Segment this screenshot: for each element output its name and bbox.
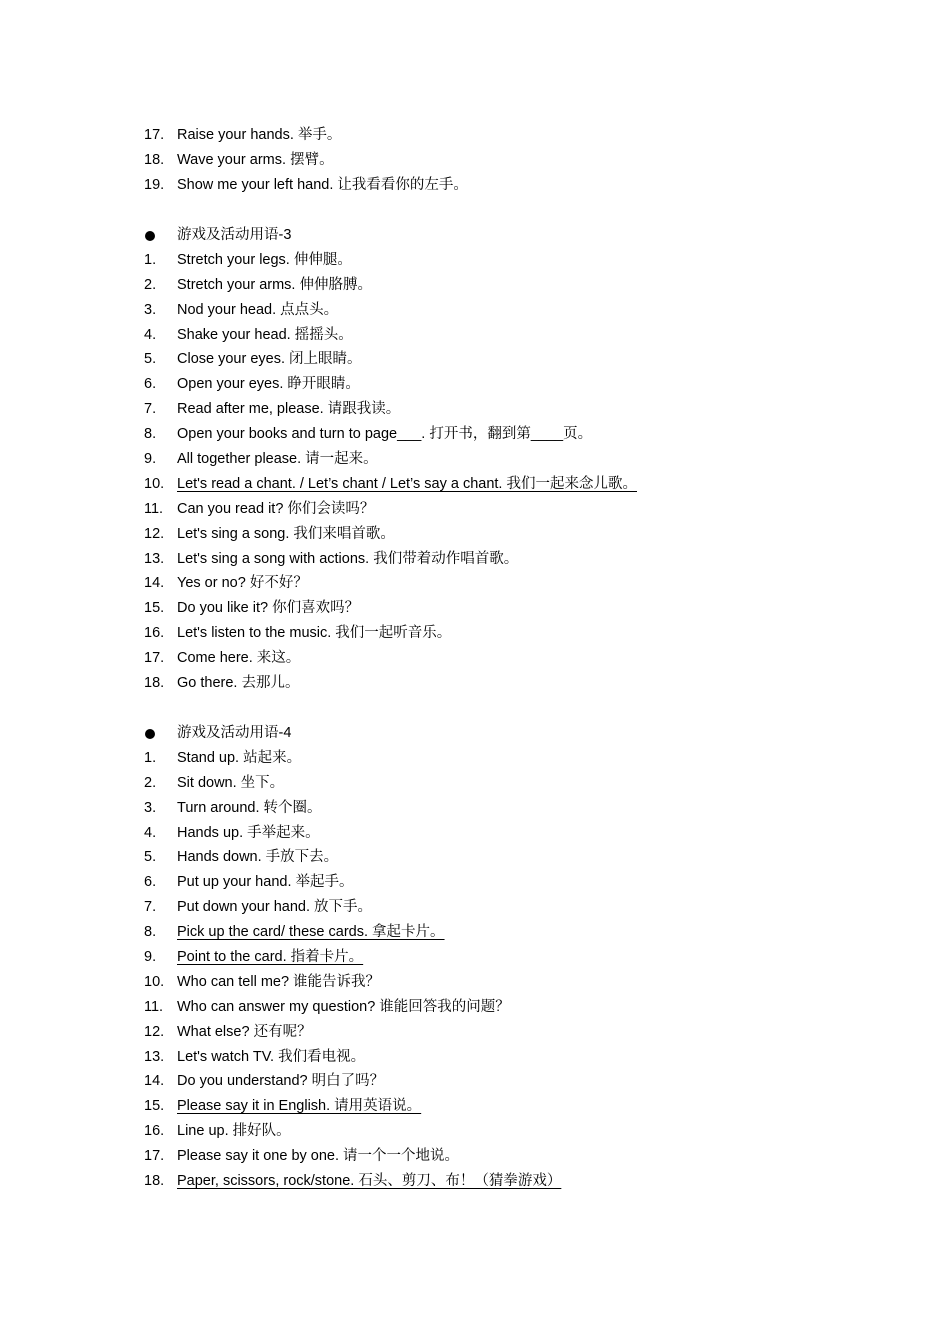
item-number: 18.	[144, 151, 165, 168]
item-number: 18.	[144, 675, 165, 692]
item-text: Sit down. 坐下。	[177, 774, 285, 791]
bullet-icon	[145, 729, 155, 739]
list-item	[0, 845, 950, 870]
item-text: Let's watch TV. 我们看电视。	[177, 1048, 366, 1065]
item-number: 12.	[144, 1023, 165, 1040]
item-number: 15.	[144, 600, 165, 617]
item-number: 1.	[144, 749, 157, 766]
item-text: Hands up. 手举起来。	[177, 824, 320, 841]
list-item	[0, 1069, 950, 1094]
item-number: 19.	[144, 176, 165, 193]
item-text: Do you like it? 你们喜欢吗？	[177, 600, 360, 617]
list-item	[0, 472, 950, 497]
list-item	[0, 1094, 950, 1119]
item-number: 16.	[144, 1123, 165, 1140]
list-item	[0, 646, 950, 671]
item-text: Wave your arms. 摆臂。	[177, 151, 334, 168]
section-activity-4	[0, 721, 950, 1194]
list-item	[0, 970, 950, 995]
item-number: 2.	[144, 774, 157, 791]
list-item	[0, 1169, 950, 1194]
item-text: Do you understand? 明白了吗？	[177, 1073, 385, 1090]
list-item	[0, 995, 950, 1020]
item-text: Please say it one by one. 请一个一个地说。	[177, 1148, 460, 1165]
item-number: 18.	[144, 1173, 165, 1190]
item-number: 6.	[144, 874, 157, 891]
list-item	[0, 1119, 950, 1144]
list-item	[0, 945, 950, 970]
list-item	[0, 821, 950, 846]
list-item	[0, 571, 950, 596]
list-item	[0, 796, 950, 821]
list-item	[0, 671, 950, 696]
item-number: 6.	[144, 376, 157, 393]
list-item	[0, 746, 950, 771]
item-text-content: Point to the card. 指着卡片。	[177, 949, 364, 966]
item-number: 17.	[144, 1148, 165, 1165]
item-text	[177, 472, 649, 497]
list-item	[0, 771, 950, 796]
item-text: What else? 还有呢？	[177, 1023, 312, 1040]
item-text: Read after me, please. 请跟我读。	[177, 401, 401, 418]
list-item	[0, 547, 950, 572]
list-item	[0, 273, 950, 298]
section-continuation	[0, 123, 950, 198]
item-number: 15.	[144, 1098, 165, 1115]
item-number: 7.	[144, 401, 157, 418]
list-item	[0, 497, 950, 522]
bullet-icon	[145, 231, 155, 241]
list-item	[0, 621, 950, 646]
item-text: Close your eyes. 闭上眼睛。	[177, 351, 362, 368]
item-number: 3.	[144, 301, 157, 318]
item-text: Put up your hand. 举起手。	[177, 874, 354, 891]
item-number: 10.	[144, 973, 165, 990]
item-text: Open your books and turn to page___. 打开书，翻到第____页。	[177, 426, 593, 443]
section-heading	[0, 223, 950, 248]
underline-padding	[421, 1094, 433, 1119]
item-text	[177, 1169, 571, 1194]
list-item	[0, 298, 950, 323]
list-item	[0, 323, 950, 348]
list-item	[0, 1020, 950, 1045]
item-number: 13.	[144, 1048, 165, 1065]
item-text: Let's sing a song with actions. 我们带着动作唱首歌。	[177, 550, 519, 567]
list-item	[0, 372, 950, 397]
item-number: 7.	[144, 899, 157, 916]
item-number: 13.	[144, 550, 165, 567]
item-number: 14.	[144, 575, 165, 592]
item-number: 14.	[144, 1073, 165, 1090]
item-text-content: Paper, scissors, rock/stone. 石头、剪刀、布！（猜拳游戏）	[177, 1173, 562, 1190]
item-text: Turn around. 转个圈。	[177, 799, 322, 816]
item-number: 9.	[144, 949, 157, 966]
item-text: Who can tell me? 谁能告诉我？	[177, 973, 381, 990]
item-text: Stretch your arms. 伸伸胳膊。	[177, 276, 372, 293]
item-text: Go there. 去那儿。	[177, 675, 300, 692]
item-number: 17.	[144, 127, 165, 143]
item-number: 16.	[144, 625, 165, 642]
item-text: Stand up. 站起来。	[177, 749, 302, 766]
item-text: Who can answer my question? 谁能回答我的问题？	[177, 998, 510, 1015]
list-item	[0, 895, 950, 920]
item-number: 8.	[144, 426, 157, 443]
item-text-content: Pick up the card/ these cards. 拿起卡片。	[177, 924, 445, 941]
underline-padding	[637, 472, 649, 497]
section-title: 游戏及活动用语-3	[177, 227, 292, 243]
list-item	[0, 1144, 950, 1169]
list-item	[0, 123, 950, 148]
list-item	[0, 522, 950, 547]
item-number: 10.	[144, 475, 165, 492]
list-item	[0, 397, 950, 422]
section-title: 游戏及活动用语-4	[177, 725, 292, 741]
item-number: 3.	[144, 799, 157, 816]
item-text: Line up. 排好队。	[177, 1123, 291, 1140]
list-item	[0, 173, 950, 198]
list-item	[0, 148, 950, 173]
list-item	[0, 422, 950, 447]
list-item	[0, 447, 950, 472]
item-number: 12.	[144, 525, 165, 542]
item-text	[177, 1094, 433, 1119]
item-number: 2.	[144, 276, 157, 293]
list-item	[0, 248, 950, 273]
item-text-content: Let's read a chant. / Let’s chant / Let’s say a chant. 我们一起来念儿歌。	[177, 475, 637, 492]
section-activity-3	[0, 223, 950, 696]
item-number: 5.	[144, 849, 157, 866]
item-text: Come here. 来这。	[177, 650, 301, 667]
item-text: Put down your hand. 放下手。	[177, 899, 373, 916]
item-text: Open your eyes. 睁开眼睛。	[177, 376, 360, 393]
item-text: Let's sing a song. 我们来唱首歌。	[177, 525, 395, 542]
item-text: Show me your left hand. 让我看看你的左手。	[177, 176, 468, 193]
list-item	[0, 1045, 950, 1070]
item-number: 8.	[144, 924, 157, 941]
item-text: All together please. 请一起来。	[177, 451, 378, 468]
underline-padding	[561, 1169, 571, 1194]
list-item	[0, 596, 950, 621]
list-item	[0, 920, 950, 945]
item-number: 11.	[144, 998, 164, 1015]
section-heading	[0, 721, 950, 746]
item-text	[177, 920, 457, 945]
item-text: Nod your head. 点点头。	[177, 301, 339, 318]
underline-padding	[445, 920, 457, 945]
item-number: 1.	[144, 251, 157, 268]
item-text: Hands down. 手放下去。	[177, 849, 339, 866]
list-item	[0, 347, 950, 372]
item-text: Yes or no? 好不好？	[177, 575, 308, 592]
item-number: 5.	[144, 351, 157, 368]
item-number: 9.	[144, 451, 157, 468]
item-number: 11.	[144, 500, 164, 517]
item-text-content: Please say it in English. 请用英语说。	[177, 1098, 422, 1115]
item-text: Stretch your legs. 伸伸腿。	[177, 251, 352, 268]
item-number: 4.	[144, 326, 157, 343]
list-item	[0, 870, 950, 895]
item-number: 17.	[144, 650, 165, 667]
item-text: Can you read it? 你们会读吗？	[177, 500, 375, 517]
underline-padding	[363, 945, 375, 970]
item-text: Let's listen to the music. 我们一起听音乐。	[177, 625, 452, 642]
item-text: Shake your head. 摇摇头。	[177, 326, 353, 343]
item-text: Raise your hands. 举手。	[177, 127, 342, 143]
item-number: 4.	[144, 824, 157, 841]
item-text	[177, 945, 375, 970]
